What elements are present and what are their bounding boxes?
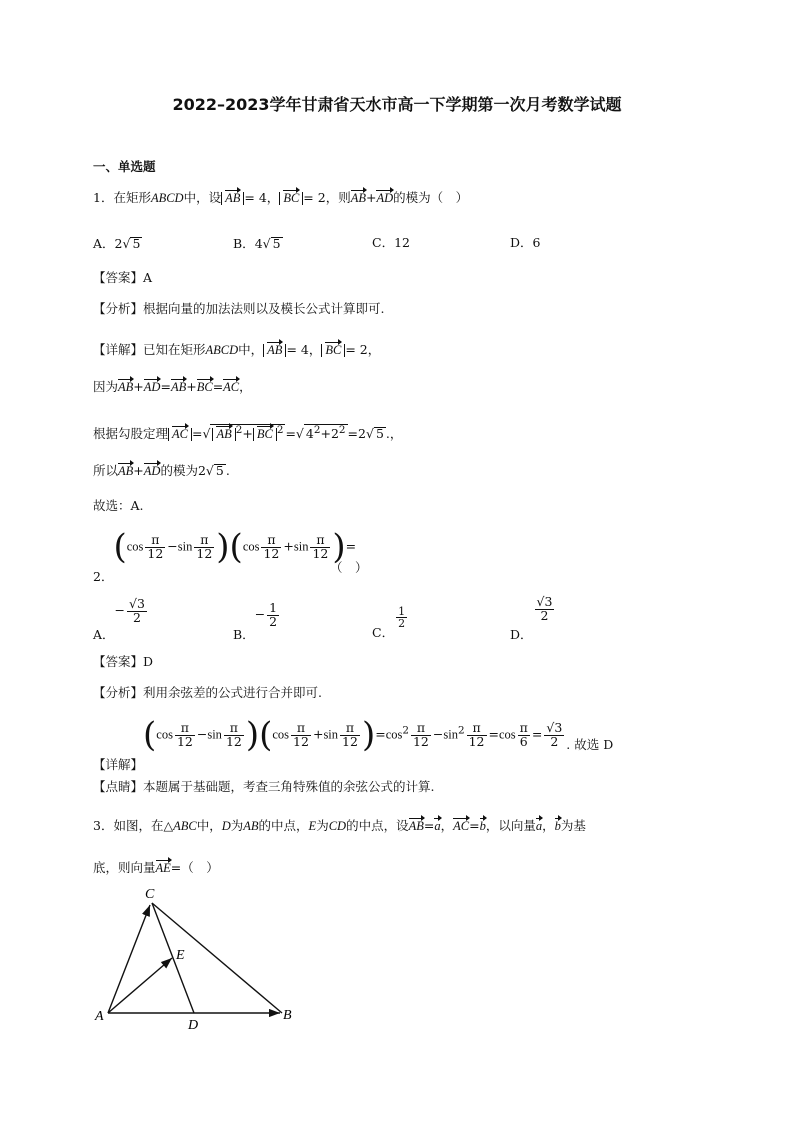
q2-remark: 【点睛】本题属于基础题，考查三角特殊值的余弦公式的计算. [93, 779, 435, 794]
q2-paren: （ ） [330, 560, 368, 575]
q2-option-b[interactable]: B．− $\frac{1}{2}$ [233, 600, 278, 642]
q1-option-c[interactable]: C．12 [372, 235, 410, 250]
vector-ac [108, 905, 150, 1013]
label-a: A [95, 1009, 104, 1024]
q1-stem: 1．在矩形ABCD中，设 AB = 4， BC = 2，则AB+AD的模为（ ） [93, 190, 469, 205]
q2-option-a[interactable]: A．− $\frac{√3}{2}$ [93, 596, 145, 642]
q2-analysis: 【分析】利用余弦差的公式进行合并即可. [93, 685, 322, 700]
triangle-figure [90, 885, 310, 1035]
q1-option-d[interactable]: D．6 [510, 235, 541, 250]
q1-because: 因为AB+AD=AB+BC=AC， [93, 379, 252, 394]
label-e: E [176, 948, 185, 963]
q1-pythagoras: 根据勾股定理 AC =√ AB $^2$+ BC $^2$ =√ $4^2+2^2 =2√$ 5 .， [93, 424, 403, 442]
label-b: B [283, 1008, 292, 1023]
q1-so: 所以AB+AD的模为2√ 5 . [93, 463, 230, 478]
q2-option-c[interactable]: C． $\frac{1}{2}$ [372, 605, 406, 640]
q3-stem-line1: 3．如图，在△ABC中，D为AB的中点，E为CD的中点，设AB=a，AC=b，以向量a，b为基 [93, 818, 586, 833]
q1-answer: 【答案】A [93, 270, 153, 285]
q1-option-b[interactable]: B．4√ 5 [233, 236, 281, 251]
label-c: C [145, 887, 155, 902]
vector-ae [108, 958, 172, 1013]
q1-option-a[interactable]: A．2√ 5 [93, 236, 141, 251]
segment-cd [152, 903, 194, 1013]
q2-answer: 【答案】D [93, 654, 154, 669]
q1-detail: 【详解】已知在矩形ABCD中， AB = 4， BC = 2， [93, 342, 381, 357]
q3-stem-line2: 底，则向量AE=（ ） [93, 860, 219, 875]
q2-stem: 2．(cos $\frac{\pi}{12}$ −sin $\frac{\pi}{12}$ )(cos $\frac{\pi}{12}$ +sin $\frac{\pi}{12}$ )= [93, 527, 357, 584]
section-heading: 一、单选题 [93, 159, 156, 174]
page-title: 2022–2023学年甘肃省天水市高一下学期第一次月考数学试题 [172, 95, 622, 114]
q1-analysis: 【分析】根据向量的加法法则以及模长公式计算即可. [93, 301, 385, 316]
q2-option-d[interactable]: D． $\frac{√3}{2}$ [510, 594, 553, 642]
q2-detail: 【详解】(cos $\frac{\pi}{12}$ −sin $\frac{\pi}{12}$ )(cos $\frac{\pi}{12}$ +sin $\frac{\pi}{12}$ )$=\cos^2$ $\frac{\pi}{12}$ $-\sin^2$ $\frac{\pi}{12}$ =cos $\frac{\pi}{6}$ = $\frac{√3}{2}$ . 故选 D [93, 715, 614, 772]
q1-choose: 故选：A. [93, 498, 144, 513]
label-d: D [188, 1018, 199, 1033]
